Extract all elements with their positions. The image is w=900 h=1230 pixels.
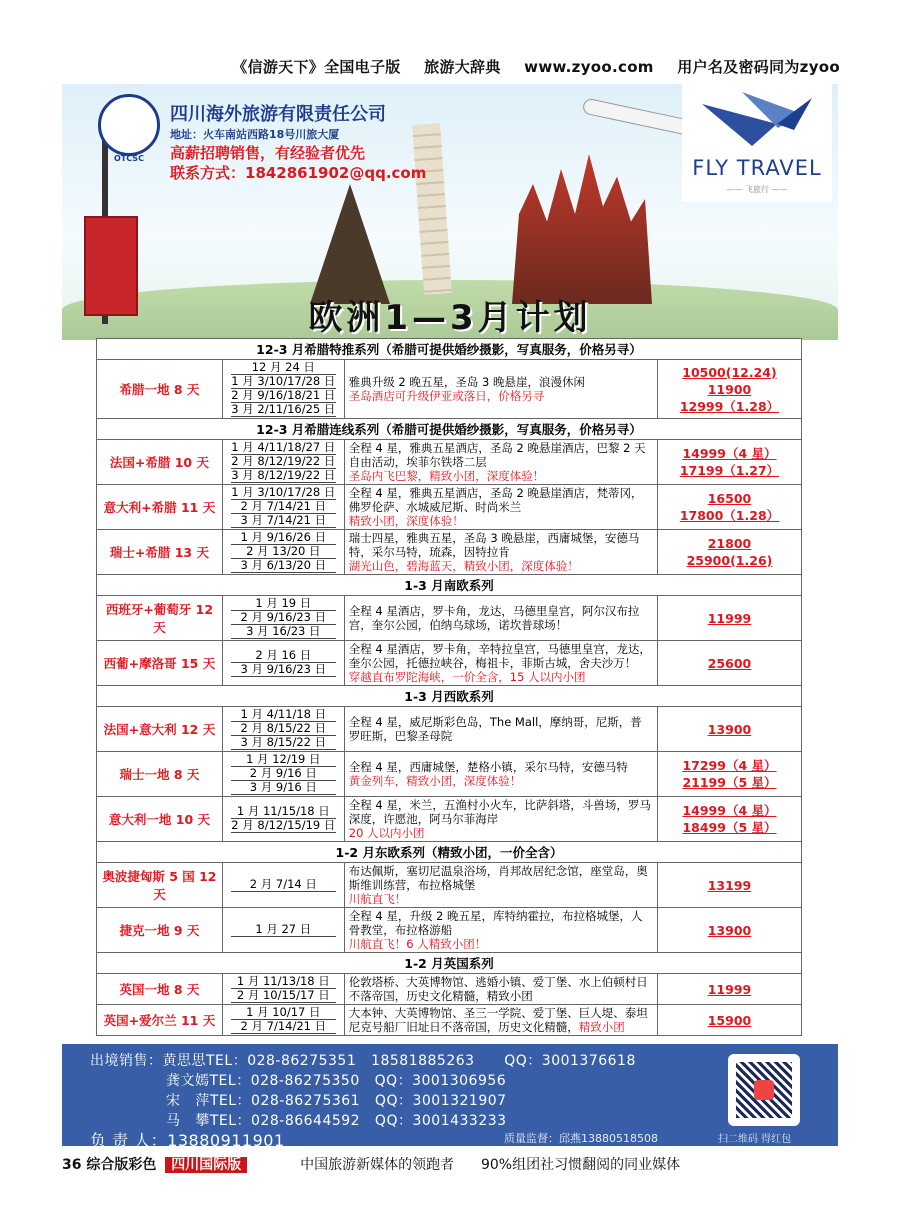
fly-travel-logo — [682, 84, 832, 202]
departure-date: 2 月 13/20 日 — [231, 545, 336, 559]
bottom-bar — [62, 1154, 838, 1174]
company-name: 四川海外旅游有限责任公司 — [170, 104, 386, 125]
section-header-row — [97, 842, 802, 863]
tour-description — [344, 530, 657, 575]
section-header-row — [97, 419, 802, 440]
price-value: 17299（4 星） — [682, 758, 777, 773]
departure-date: 1 月 9/16/26 日 — [231, 531, 336, 545]
tour-price — [657, 530, 801, 575]
contact-footer — [62, 1044, 838, 1150]
tour-dates — [222, 752, 344, 797]
company-logo-icon — [98, 94, 160, 156]
tour-route: 奥波捷匈斯 5 国 12 天 — [97, 863, 223, 908]
tour-dates — [222, 596, 344, 641]
departure-date: 1 月 4/11/18/27 日 — [231, 440, 336, 454]
tour-route: 瑞士+希腊 13 天 — [97, 530, 223, 575]
tour-route: 英国一地 8 天 — [97, 974, 223, 1005]
tour-route: 西班牙+葡萄牙 12 天 — [97, 596, 223, 641]
departure-date: 3 月 6/13/20 日 — [231, 559, 336, 573]
price-value: 18499（5 星） — [682, 820, 777, 835]
departure-date: 2 月 8/12/15/19 日 — [231, 818, 336, 832]
tour-price — [657, 707, 801, 752]
description-text: 全程 4 星，米兰，五渔村小火车，比萨斜塔，斗兽场，罗马深度，许愿池，阿马尔菲海岸 — [348, 798, 651, 826]
price-value: 14999（4 星） — [682, 446, 777, 461]
tour-route: 法国+意大利 12 天 — [97, 707, 223, 752]
departure-date: 1 月 11/15/18 日 — [231, 805, 336, 819]
tour-description — [344, 707, 657, 752]
section-title: 1-2 月英国系列 — [97, 953, 802, 974]
departure-date: 2 月 9/16/18/21 日 — [231, 388, 336, 402]
tour-route: 英国+爱尔兰 11 天 — [97, 1005, 223, 1036]
tour-price — [657, 974, 801, 1005]
slogan-1: 中国旅游新媒体的领跑者 — [300, 1157, 455, 1173]
tour-description — [344, 1005, 657, 1036]
qr-label: 扫二维码 得红包 — [718, 1134, 792, 1145]
publication-title: 《信游天下》全国电子版 — [232, 58, 401, 76]
price-value: 12999（1.28） — [679, 398, 780, 414]
tour-dates — [222, 863, 344, 908]
logo-abbr: OTCSC — [114, 154, 144, 163]
description-text: 全程 4 星，升级 2 晚五星，库特纳霍拉，布拉格城堡，人骨教堂，布拉格游船 — [348, 909, 643, 937]
tour-description — [344, 485, 657, 530]
tour-description — [344, 974, 657, 1005]
tour-row — [97, 863, 802, 908]
tour-route: 意大利一地 10 天 — [97, 797, 223, 842]
itinerary-table — [96, 338, 802, 1036]
section-title: 12-3 月希腊特推系列（希腊可提供婚纱摄影，写真服务，价格另寻） — [97, 339, 802, 360]
tour-description — [344, 440, 657, 485]
departure-date: 1 月 10/17 日 — [231, 1006, 336, 1020]
description-text: 全程 4 星，西庸城堡，楚格小镇，采尔马特，安德马特 — [348, 760, 628, 774]
section-header-row — [97, 686, 802, 707]
price-value: 21800 — [707, 536, 752, 551]
dictionary-title: 旅游大辞典 — [424, 58, 501, 76]
tour-dates — [222, 974, 344, 1005]
tour-route: 捷克一地 9 天 — [97, 908, 223, 953]
section-header-row — [97, 339, 802, 360]
eiffel-tower-graphic — [310, 184, 390, 304]
price-value: 17800（1.28） — [679, 508, 780, 523]
tour-row — [97, 974, 802, 1005]
section-title: 1-2 月东欧系列（精致小团，一价全含） — [97, 842, 802, 863]
tour-price — [657, 641, 801, 686]
description-highlight: 穿越直布罗陀海峡，一价全含，15 人以内小团 — [348, 670, 586, 684]
tour-description — [344, 596, 657, 641]
section-title: 12-3 月希腊连线系列（希腊可提供婚纱摄影，写真服务，价格另寻） — [97, 419, 802, 440]
fly-brand: FLY TRAVEL — [692, 156, 822, 180]
tour-dates — [222, 440, 344, 485]
tour-route: 法国+希腊 10 天 — [97, 440, 223, 485]
departure-date: 3 月 8/15/22 日 — [231, 736, 336, 750]
departure-date: 1 月 3/10/17/28 日 — [231, 485, 336, 499]
description-highlight: 圣岛酒店可升级伊亚或落日，价格另寻 — [348, 389, 545, 403]
description-highlight: 精致小团，深度体验！ — [348, 514, 464, 528]
tour-row — [97, 485, 802, 530]
banner — [62, 84, 838, 340]
tour-description — [344, 752, 657, 797]
tour-description — [344, 797, 657, 842]
manager-phone: 负 责 人：13880911901 — [90, 1131, 285, 1150]
description-text: 全程 4 星酒店，罗卡角，龙达，马德里皇宫，阿尔汉布拉宫，奎尔公园，伯纳乌球场，诺坎普球场！ — [348, 604, 640, 632]
departure-date: 3 月 8/12/19/22 日 — [231, 468, 336, 482]
tour-dates — [222, 707, 344, 752]
price-value: 11900 — [707, 381, 752, 397]
description-text: 瑞士四星，雅典五星，圣岛 3 晚悬崖，西庸城堡，安德马特，采尔马特，琉森，因特拉肯 — [348, 531, 640, 559]
description-text: 全程 4 星，雅典五星酒店，圣岛 2 晚悬崖酒店，巴黎 2 天自由活动，埃菲尔铁塔二层 — [348, 441, 646, 469]
page-headline: 欧洲1—3月计划 — [308, 298, 592, 338]
departure-date: 1 月 3/10/17/28 日 — [231, 374, 336, 388]
price-value: 21199（5 星） — [682, 775, 777, 790]
price-value: 13900 — [707, 922, 752, 938]
departure-date: 1 月 19 日 — [231, 597, 336, 611]
description-text: 全程 4 星，雅典五星酒店，圣岛 2 晚悬崖酒店，梵蒂冈，佛罗伦萨、水城威尼斯、时尚米兰 — [348, 486, 643, 514]
tour-dates — [222, 641, 344, 686]
edition-tag: 四川国际版 — [165, 1157, 247, 1173]
departure-date: 1 月 4/11/18 日 — [231, 708, 336, 722]
departure-date: 2 月 16 日 — [231, 649, 336, 663]
tour-price — [657, 440, 801, 485]
sales-line-3: 宋 萍TEL：028-86275361 QQ：3001321907 — [166, 1093, 507, 1109]
bird-icon — [682, 84, 832, 154]
tour-price — [657, 752, 801, 797]
departure-date: 2 月 9/16/23 日 — [231, 611, 336, 625]
sales-line-2: 龚文嫣TEL：028-86275350 QQ：3001306956 — [166, 1073, 507, 1089]
description-text: 全程 4 星，威尼斯彩色岛，The Mall，摩纳哥，尼斯，普罗旺斯，巴黎圣母院 — [348, 715, 642, 743]
tour-description — [344, 908, 657, 953]
departure-date: 3 月 7/14/21 日 — [231, 514, 336, 528]
description-highlight: 精致小团 — [578, 1020, 625, 1034]
price-value: 10500(12.24) — [682, 364, 777, 380]
qr-code[interactable] — [728, 1054, 800, 1126]
tour-row — [97, 908, 802, 953]
tour-price — [657, 863, 801, 908]
tour-dates — [222, 530, 344, 575]
recruit-notice: 高薪招聘销售，有经验者优先 — [170, 144, 366, 162]
slogan-2: 90%组团社习惯翻阅的同业媒体 — [480, 1157, 681, 1173]
tour-description — [344, 641, 657, 686]
tour-row — [97, 360, 802, 419]
tour-row — [97, 596, 802, 641]
section-header-row — [97, 575, 802, 596]
price-value: 11999 — [707, 610, 752, 626]
sales-line-1: 出境销售：黄思思TEL：028-86275351 18581885263 QQ：3001376618 — [90, 1053, 636, 1069]
tour-dates — [222, 360, 344, 419]
departure-date: 2 月 7/14 日 — [231, 878, 336, 892]
tour-description — [344, 863, 657, 908]
description-text: 大本钟、大英博物馆、圣三一学院、爱丁堡、巨人堤、泰坦尼克号船厂旧址日不落帝国，历史文化精髓， — [348, 1006, 648, 1034]
price-value: 25600 — [707, 655, 752, 671]
departure-date: 3 月 2/11/16/25 日 — [231, 402, 336, 416]
tour-route: 希腊一地 8 天 — [97, 360, 223, 419]
tour-dates — [222, 797, 344, 842]
tour-dates — [222, 908, 344, 953]
domes-graphic — [512, 154, 652, 304]
tour-route: 意大利+希腊 11 天 — [97, 485, 223, 530]
qr-center-icon — [754, 1080, 774, 1100]
tour-description — [344, 360, 657, 419]
departure-date: 2 月 7/14/21 日 — [231, 1020, 336, 1034]
website-link[interactable]: www.zyoo.com — [524, 58, 654, 76]
description-highlight: 黄金列车，精致小团，深度体验！ — [348, 774, 522, 788]
tour-row — [97, 641, 802, 686]
price-value: 16500 — [707, 491, 752, 506]
tour-price — [657, 908, 801, 953]
tour-price — [657, 797, 801, 842]
departure-date: 2 月 9/16 日 — [231, 767, 336, 781]
price-value: 25900(1.26) — [686, 553, 773, 568]
price-value: 15900 — [707, 1012, 752, 1028]
description-highlight: 20 人以内小团 — [348, 826, 425, 840]
price-value: 13900 — [707, 721, 752, 737]
tour-price — [657, 596, 801, 641]
departure-date: 3 月 9/16 日 — [231, 781, 336, 795]
page-label: 36 综合版彩色 — [62, 1157, 157, 1173]
sales-line-4: 马 攀TEL：028-86644592 QQ：3001433233 — [166, 1113, 507, 1129]
section-title: 1-3 月南欧系列 — [97, 575, 802, 596]
tour-row — [97, 797, 802, 842]
description-text: 雅典升级 2 晚五星，圣岛 3 晚悬崖，浪漫休闲 — [348, 375, 586, 389]
tour-route: 瑞士一地 8 天 — [97, 752, 223, 797]
tour-row — [97, 707, 802, 752]
quality-supervisor: 质量监督：邱燕13880518508 — [504, 1132, 658, 1145]
departure-date: 3 月 16/23 日 — [231, 625, 336, 639]
description-highlight: 圣岛内飞巴黎，精致小团，深度体验！ — [348, 469, 545, 483]
departure-date: 2 月 10/15/17 日 — [231, 989, 336, 1003]
departure-date: 1 月 11/13/18 日 — [231, 975, 336, 989]
tour-price — [657, 1005, 801, 1036]
tour-price — [657, 485, 801, 530]
tour-route: 西葡+摩洛哥 15 天 — [97, 641, 223, 686]
fly-sub: —— 飞旅行 —— — [726, 185, 788, 194]
description-text: 伦敦塔桥、大英博物馆、逃婚小镇、爱丁堡、水上伯顿村日不落帝国，历史文化精髓，精致小团 — [348, 975, 648, 1003]
departure-date: 2 月 8/15/22 日 — [231, 722, 336, 736]
tour-dates — [222, 1005, 344, 1036]
tour-row — [97, 752, 802, 797]
tour-price — [657, 360, 801, 419]
company-address: 地址：火车南站西路18号川旅大厦 — [170, 128, 340, 141]
description-text: 布达佩斯，塞切尼温泉浴场，肖邦故居纪念馆，座堂岛，奥斯维训练营，布拉格城堡 — [348, 864, 648, 892]
departure-date: 2 月 7/14/21 日 — [231, 500, 336, 514]
departure-date: 2 月 8/12/19/22 日 — [231, 454, 336, 468]
tour-row — [97, 440, 802, 485]
price-value: 11999 — [707, 981, 752, 997]
departure-date: 3 月 9/16/23 日 — [231, 663, 336, 677]
tour-row — [97, 1005, 802, 1036]
tour-row — [97, 530, 802, 575]
description-highlight: 湖光山色，碧海蓝天，精致小团，深度体验！ — [348, 559, 579, 573]
contact-email: 联系方式：1842861902@qq.com — [170, 164, 427, 182]
price-value: 13199 — [707, 877, 752, 893]
section-header-row — [97, 953, 802, 974]
price-value: 14999（4 星） — [682, 803, 777, 818]
description-highlight: 川航直飞！ — [348, 892, 407, 906]
price-value: 17199（1.27） — [679, 463, 780, 478]
description-highlight: 川航直飞！6 人精致小团！ — [348, 937, 487, 951]
section-title: 1-3 月西欧系列 — [97, 686, 802, 707]
header-line — [0, 56, 840, 77]
login-note: 用户名及密码同为zyoo — [677, 58, 840, 76]
departure-date: 12 月 24 日 — [231, 361, 336, 375]
pisa-tower-graphic — [412, 123, 452, 295]
departure-date: 1 月 12/19 日 — [231, 753, 336, 767]
departure-date: 1 月 27 日 — [231, 923, 336, 937]
description-text: 全程 4 星酒店，罗卡角，辛特拉皇宫，马德里皇宫，龙达，奎尔公园，托德拉峡谷，梅祖卡，菲斯古城，舍夫沙万！ — [348, 642, 651, 670]
tour-dates — [222, 485, 344, 530]
